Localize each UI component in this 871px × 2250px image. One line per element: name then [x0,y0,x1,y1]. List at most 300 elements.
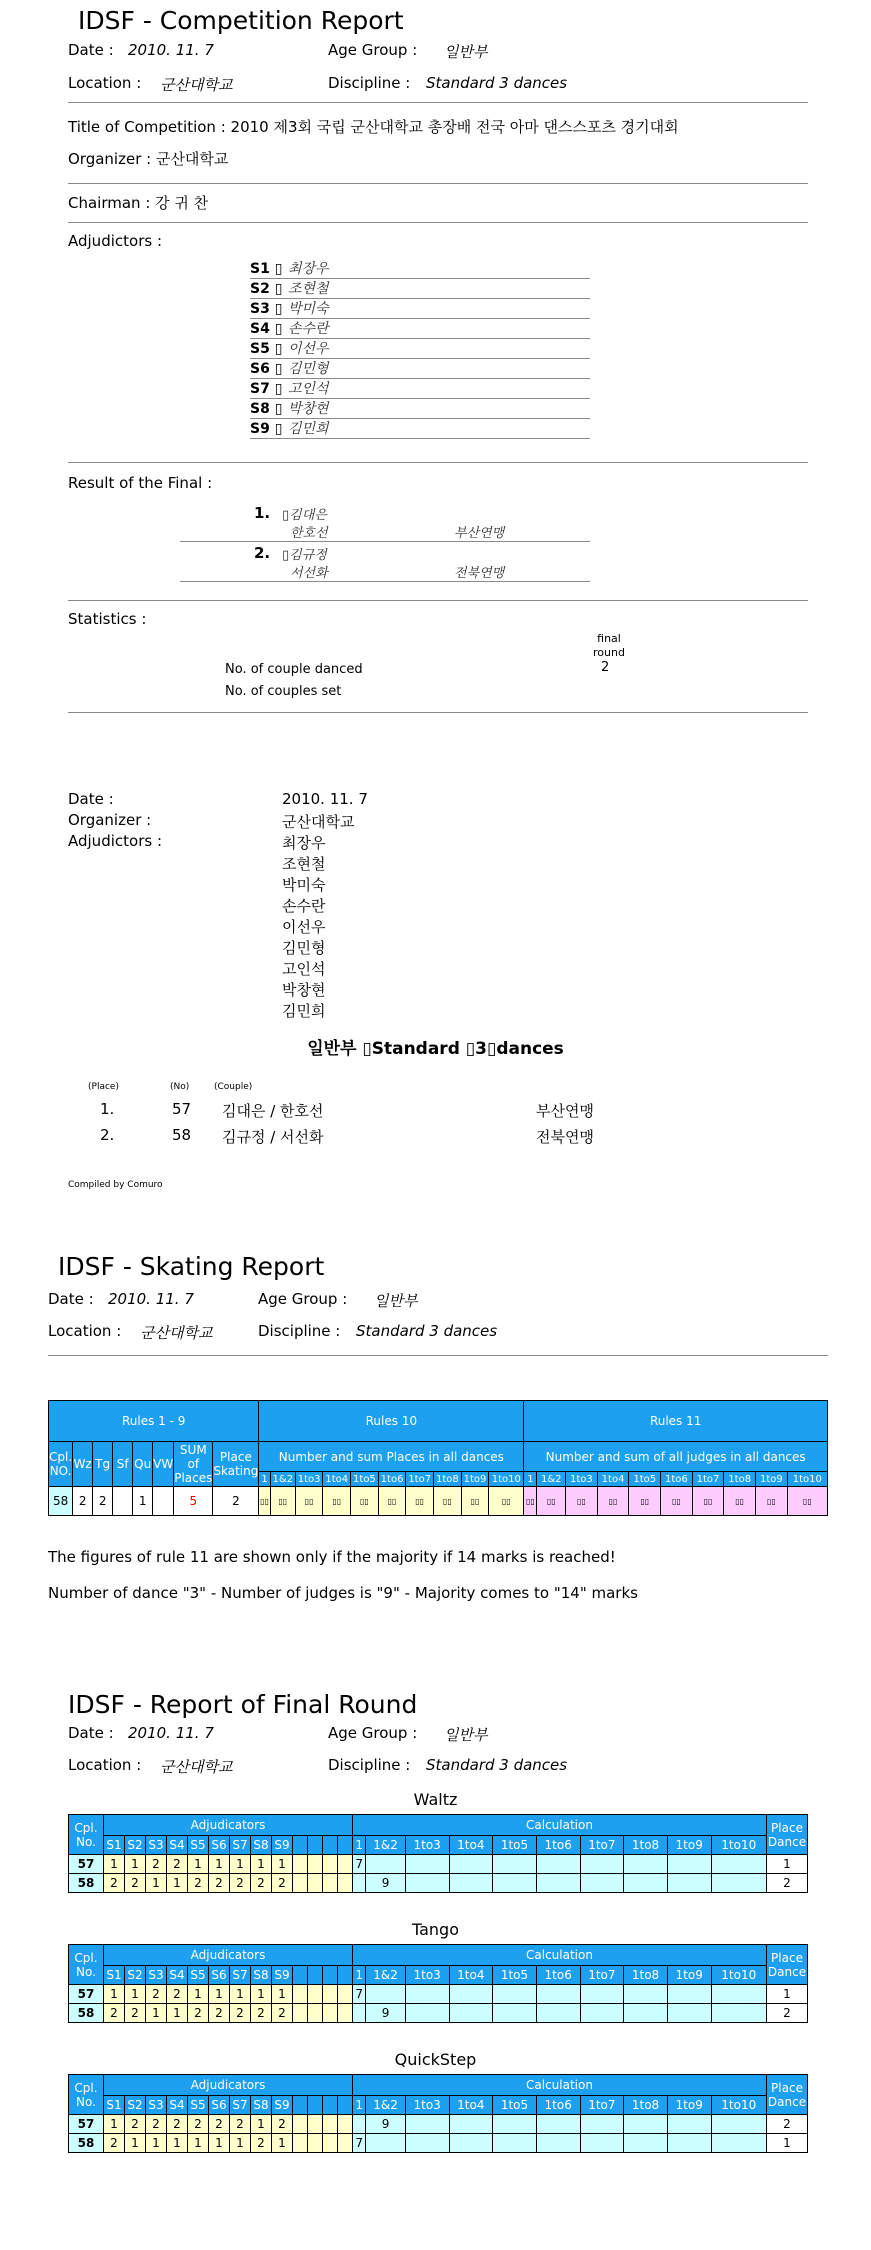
judge-mark: 2 [188,2004,209,2023]
sk-location-label: Location : [48,1322,122,1340]
judge-mark: 1 [272,1855,293,1874]
dance-table [68,1944,808,2023]
judge-mark: 1 [251,1855,272,1874]
cpl-header: Cpl. No. [69,1945,104,1985]
judge-header: S3 [146,2096,167,2115]
rule10-cell: ▯▯ [489,1487,524,1516]
divider [68,600,808,601]
cell-wz: 2 [73,1487,93,1516]
calculation-header: Calculation [353,1815,767,1836]
calc-column-header: 1to8 [624,1966,668,1985]
rule11-cell: ▯▯ [661,1487,693,1516]
result-partner1: ▯김대은 [282,508,327,523]
skating-report-table [48,1400,828,1516]
rule11-cell: ▯▯ [692,1487,724,1516]
adjudicator-row [250,418,590,439]
judge-header: S2 [125,1966,146,1985]
place-column-header: 1to8 [724,1472,756,1487]
calc-cell [493,2004,537,2023]
adjudicator-name: 박창현 [288,401,329,417]
judge-header: S5 [188,2096,209,2115]
adjudicator-row [250,358,590,379]
calc-cell [667,2004,711,2023]
place-column-header: 1to5 [351,1472,379,1487]
judge-header: S6 [209,1836,230,1855]
judge-header: S4 [167,1836,188,1855]
competition-title: Title of Competition : 2010 제3회 국립 군산대학교 총장배 전국 아마 댄스스포츠 경기대회 [68,118,679,136]
rule10-subheader: Number and sum Places in all dances [259,1442,524,1472]
judge-header: S7 [230,2096,251,2115]
adjudicator-name: 김민희 [288,421,329,437]
chairman: Chairman : 강 귀 찬 [68,194,209,212]
judge-mark-empty [293,1855,308,1874]
adjudicator-row [250,298,590,319]
cpl-number: 57 [69,1985,104,2004]
judge-mark: 2 [251,2004,272,2023]
calc-cell: 9 [366,1874,406,1893]
judge-header: S2 [125,1836,146,1855]
judge-mark-empty [293,2004,308,2023]
cpl-header: Cpl. No. [69,2075,104,2115]
divider [68,102,808,103]
location-label: Location : [68,74,142,92]
calc-cell [580,2134,624,2153]
calculation-header: Calculation [353,1945,767,1966]
calc-cell [624,1855,668,1874]
rule11-cell: ▯▯ [756,1487,788,1516]
calc-cell [624,1985,668,2004]
judge-header: S8 [251,1836,272,1855]
adjudicator-code: S5 ▯ [250,341,283,357]
calc-cell [405,1874,449,1893]
fr-discipline-label: Discipline : [328,1756,411,1774]
cell-place: 2 [213,1487,259,1516]
judge-mark: 2 [146,1985,167,2004]
calc-column-header: 1to7 [580,2096,624,2115]
calc-cell [667,1855,711,1874]
adjudicator-name: 박미숙 [288,301,329,317]
judge-mark-empty [323,2004,338,2023]
judge-mark-empty [308,1855,323,1874]
adjudicators-label: Adjudictors : [68,232,162,250]
rule10-cell: ▯▯ [323,1487,351,1516]
result-club: 부산연맹 [454,526,505,541]
rule11-cell: ▯▯ [787,1487,827,1516]
judge-header-empty [323,2096,338,2115]
age-group-value: 일반부 [444,43,488,61]
calc-cell [353,2004,366,2023]
calc-cell [405,2134,449,2153]
place-column-header: 1 [524,1472,537,1487]
vw-header: VW [153,1442,174,1487]
judge-mark-empty [338,1874,353,1893]
adjudicator-code: S1 ▯ [250,261,283,277]
judge-mark-empty [338,2004,353,2023]
calc-cell [667,1874,711,1893]
judge-mark-empty [308,2115,323,2134]
qu-header: Qu [133,1442,153,1487]
calc-cell [536,2134,580,2153]
place-dance: 2 [767,2115,808,2134]
fr-location: 군산대학교 [160,1758,233,1776]
calc-cell [493,2115,537,2134]
summary-couple: 김대은 / 한호선 [222,1102,324,1120]
calc-cell [711,2115,766,2134]
calc-cell [624,2115,668,2134]
discipline-label: Discipline : [328,74,411,92]
rule10-cell: ▯▯ [461,1487,489,1516]
calc-column-header: 1to8 [624,1836,668,1855]
rule10-cell: ▯▯ [434,1487,462,1516]
age-group-label: Age Group : [328,41,418,59]
judge-mark: 2 [272,2004,293,2023]
calc-cell [580,2115,624,2134]
judge-mark: 2 [251,2134,272,2153]
calc-cell [711,2134,766,2153]
wz-header: Wz [73,1442,93,1487]
place-column-header: 1to7 [692,1472,724,1487]
judge-mark: 1 [209,2134,230,2153]
judge-mark-empty [323,2115,338,2134]
calc-cell [580,1985,624,2004]
calc-column-header: 1to9 [667,2096,711,2115]
rule10-cell: ▯▯ [259,1487,270,1516]
calc-cell: 7 [353,1985,366,2004]
judge-mark: 2 [272,2115,293,2134]
summary-adjudicator: 최장우 [282,834,326,852]
col-place: (Place) [88,1082,119,1092]
summary-adjudicator: 이선우 [282,918,326,936]
couple-danced-value: 2 [601,660,610,675]
judge-mark: 1 [230,2134,251,2153]
judge-mark: 2 [146,1855,167,1874]
calc-column-header: 1 [353,1836,366,1855]
calc-cell [353,1874,366,1893]
sf-header: Sf [113,1442,133,1487]
place-column-header: 1to10 [787,1472,827,1487]
result-place: 2. [254,544,271,562]
adjudicator-name: 손수란 [288,321,329,337]
judge-mark: 1 [167,2134,188,2153]
judge-mark: 1 [209,1985,230,2004]
statistics-label: Statistics : [68,610,147,628]
summary-adjudicator: 김민희 [282,1002,326,1020]
calc-column-header: 1 [353,2096,366,2115]
rule10-cell: ▯▯ [270,1487,295,1516]
judge-header-empty [338,1836,353,1855]
judge-mark: 2 [209,2115,230,2134]
place-dance: 2 [767,1874,808,1893]
calc-column-header: 1to6 [536,1966,580,1985]
tg-header: Tg [93,1442,113,1487]
judge-mark-empty [293,1985,308,2004]
fr-date-label: Date : [68,1724,114,1742]
judge-header: S3 [146,1836,167,1855]
judge-mark: 2 [230,2115,251,2134]
calc-cell [449,1985,493,2004]
calc-cell [667,1985,711,2004]
judge-header: S4 [167,2096,188,2115]
calc-column-header: 1to4 [449,1836,493,1855]
result-place: 1. [254,504,271,522]
dance-name: QuickStep [394,2050,477,2069]
calc-cell: 9 [366,2004,406,2023]
judge-mark: 2 [167,2115,188,2134]
fr-location-label: Location : [68,1756,142,1774]
cell-sum: 5 [174,1487,213,1516]
adjudicator-name: 김민형 [288,361,329,377]
rule11-cell: ▯▯ [566,1487,598,1516]
judge-header: S6 [209,2096,230,2115]
calc-cell [366,2134,406,2153]
judge-mark: 2 [104,1874,125,1893]
final-round-title: IDSF - Report of Final Round [68,1690,418,1719]
judge-mark: 1 [146,2134,167,2153]
rule11-cell: ▯▯ [524,1487,537,1516]
judge-header: S1 [104,2096,125,2115]
place-column-header: 1to8 [434,1472,462,1487]
calc-column-header: 1to7 [580,1966,624,1985]
calc-column-header: 1to4 [449,1966,493,1985]
judge-mark: 2 [188,1874,209,1893]
judge-mark-empty [323,2134,338,2153]
judge-header-empty [338,2096,353,2115]
judge-header: S8 [251,2096,272,2115]
judge-mark: 1 [146,2004,167,2023]
dance-table [68,1814,808,1893]
cpl-number: 58 [69,2134,104,2153]
judge-header-empty [338,1966,353,1985]
competition-report-title: IDSF - Competition Report [78,6,404,35]
calc-column-header: 1to9 [667,1966,711,1985]
sk-age: 일반부 [374,1292,418,1310]
rules-1-9-header: Rules 1 - 9 [49,1401,259,1442]
judge-header: S6 [209,1966,230,1985]
calc-cell [353,2115,366,2134]
calc-cell [580,2004,624,2023]
adjudicator-code: S2 ▯ [250,281,283,297]
calc-column-header: 1to7 [580,1836,624,1855]
cpl-header: Cpl. No. [69,1815,104,1855]
summary-date-label: Date : [68,790,114,808]
cell-tg: 2 [93,1487,113,1516]
place-dance: 1 [767,1855,808,1874]
cpl-number: 58 [69,1874,104,1893]
judge-mark: 2 [146,2115,167,2134]
divider [68,222,808,223]
adjudicator-row [250,398,590,419]
calc-cell [536,1874,580,1893]
calc-cell [711,1874,766,1893]
rule11-note: The figures of rule 11 are shown only if the majority if 14 marks is reached! [48,1548,616,1566]
adjudicator-code: S9 ▯ [250,421,283,437]
summary-organizer-label: Organizer : [68,811,152,829]
place-column-header: 1&2 [270,1472,295,1487]
calc-cell [366,1855,406,1874]
calc-cell [449,2134,493,2153]
judge-mark: 1 [188,1855,209,1874]
cell-vw [153,1487,174,1516]
adjudicators-header: Adjudicators [104,2075,353,2096]
summary-no: 58 [172,1126,192,1144]
judge-mark-empty [323,1855,338,1874]
rule10-cell: ▯▯ [378,1487,406,1516]
judge-mark: 2 [209,1874,230,1893]
adjudicator-code: S6 ▯ [250,361,283,377]
judge-mark-empty [338,1985,353,2004]
sk-discipline-label: Discipline : [258,1322,341,1340]
judge-header: S3 [146,1966,167,1985]
dance-name: Tango [411,1920,459,1939]
place-column-header: 1to6 [661,1472,693,1487]
skating-report-title: IDSF - Skating Report [58,1252,325,1281]
place-column-header: 1to4 [323,1472,351,1487]
cell-sf [113,1487,133,1516]
calc-column-header: 1to5 [493,2096,537,2115]
judge-mark-empty [293,2115,308,2134]
rule10-cell: ▯▯ [406,1487,434,1516]
rule11-cell: ▯▯ [537,1487,566,1516]
compiled-by: Compiled by Comuro [68,1180,163,1190]
adjudicator-code: S8 ▯ [250,401,283,417]
calc-column-header: 1&2 [366,1836,406,1855]
summary-adjudicators-label: Adjudictors : [68,832,162,850]
calc-cell [667,2115,711,2134]
adjudicator-code: S4 ▯ [250,321,283,337]
place-dance-header: Place Dance [767,2075,808,2115]
fr-age: 일반부 [444,1726,488,1744]
calc-cell [624,2134,668,2153]
divider [48,1355,828,1356]
judge-mark-empty [308,2134,323,2153]
calc-cell [624,1874,668,1893]
place-column-header: 1to3 [566,1472,598,1487]
calc-cell: 9 [366,2115,406,2134]
result-partner1: ▯김규정 [282,548,327,563]
judge-mark: 1 [167,1874,188,1893]
calc-cell [405,1855,449,1874]
summary-adjudicator: 박창현 [282,981,326,999]
discipline-value: Standard 3 dances [426,74,568,92]
adjudicator-name: 조현철 [288,281,329,297]
calc-column-header: 1to10 [711,2096,766,2115]
rule11-cell: ▯▯ [724,1487,756,1516]
judge-mark: 2 [104,2004,125,2023]
sk-age-label: Age Group : [258,1290,348,1308]
adjudicator-row [250,318,590,339]
judge-mark: 1 [188,2134,209,2153]
organizer: Organizer : 군산대학교 [68,150,229,168]
summary-club: 전북연맹 [536,1128,594,1146]
place-dance: 1 [767,1985,808,2004]
adjudicator-row [250,258,590,279]
judge-header-empty [293,1966,308,1985]
judge-header: S8 [251,1966,272,1985]
result-club: 전북연맹 [454,566,505,581]
result-partner2: 한호선 [290,526,328,541]
summary-adjudicator: 조현철 [282,855,326,873]
judge-mark: 1 [146,1874,167,1893]
place-column-header: 1to7 [406,1472,434,1487]
date-label: Date : [68,41,114,59]
judge-header: S4 [167,1966,188,1985]
calc-cell [366,1985,406,2004]
calc-column-header: 1to3 [405,1836,449,1855]
judge-header: S7 [230,1966,251,1985]
adjudicators-header: Adjudicators [104,1815,353,1836]
fr-date: 2010. 11. 7 [128,1724,214,1742]
summary-adjudicator: 박미숙 [282,876,326,894]
result-label: Result of the Final : [68,474,213,492]
divider [68,712,808,713]
judge-mark-empty [338,1855,353,1874]
calc-column-header: 1 [353,1966,366,1985]
calc-cell [405,1985,449,2004]
calc-cell [493,2134,537,2153]
place-dance-header: Place Dance [767,1945,808,1985]
judge-mark-empty [323,1985,338,2004]
place-skating-header: Place Skating [213,1442,259,1487]
summary-adjudicator: 김민형 [282,939,326,957]
judge-mark-empty [308,2004,323,2023]
calc-cell: 7 [353,1855,366,1874]
judge-mark: 1 [104,2115,125,2134]
adjudicator-name: 고인석 [288,381,329,397]
date-value: 2010. 11. 7 [128,41,214,59]
majority-note: Number of dance "3" - Number of judges is "9" - Majority comes to "14" marks [48,1584,638,1602]
judge-mark: 1 [125,2134,146,2153]
cpl-number: 58 [69,2004,104,2023]
judge-header: S7 [230,1836,251,1855]
summary-heading: 일반부 ▯Standard ▯3▯dances [307,1039,564,1059]
place-column-header: 1to10 [489,1472,524,1487]
place-column-header: 1to5 [629,1472,661,1487]
sk-date-label: Date : [48,1290,94,1308]
calc-cell [493,1985,537,2004]
adjudicator-row [250,338,590,359]
rules-11-header: Rules 11 [524,1401,828,1442]
calc-cell [667,2134,711,2153]
adjudicator-code: S7 ▯ [250,381,283,397]
calc-column-header: 1to6 [536,1836,580,1855]
calc-cell [449,2004,493,2023]
result-divider [180,541,590,542]
judge-mark: 1 [125,1855,146,1874]
calc-cell [580,1874,624,1893]
calc-cell [711,1855,766,1874]
sk-discipline: Standard 3 dances [356,1322,498,1340]
calc-column-header: 1to9 [667,1836,711,1855]
judge-mark: 1 [209,1855,230,1874]
judge-header-empty [308,2096,323,2115]
judge-mark: 1 [230,1855,251,1874]
summary-organizer: 군산대학교 [282,813,355,831]
judge-header: S5 [188,1966,209,1985]
judge-mark-empty [293,1874,308,1893]
adjudicator-name: 이선우 [288,341,329,357]
judge-mark: 2 [230,2004,251,2023]
place-column-header: 1to4 [597,1472,629,1487]
calc-column-header: 1&2 [366,2096,406,2115]
cell-cpl: 58 [49,1487,73,1516]
adjudicator-row [250,378,590,399]
dance-table [68,2074,808,2153]
judge-mark: 2 [125,2115,146,2134]
calc-column-header: 1to3 [405,2096,449,2115]
calc-column-header: 1to6 [536,2096,580,2115]
calc-cell [449,2115,493,2134]
judge-header: S5 [188,1836,209,1855]
